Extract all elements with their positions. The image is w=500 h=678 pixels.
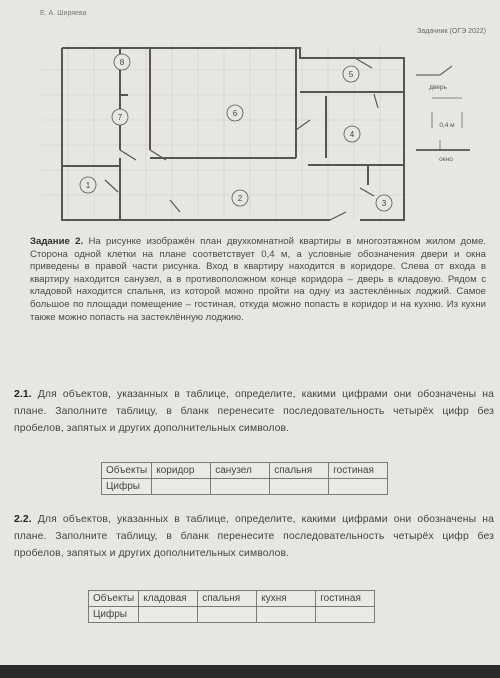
table-header-cell: Объекты bbox=[89, 591, 139, 607]
table-row bbox=[89, 607, 375, 623]
answer-cell[interactable] bbox=[211, 479, 270, 495]
table-row bbox=[102, 479, 388, 495]
table-header-cell: кладовая bbox=[139, 591, 198, 607]
table-row-label: Цифры bbox=[102, 479, 152, 495]
room-number-2: 2 bbox=[237, 194, 243, 203]
table-header-cell: Объекты bbox=[102, 463, 152, 479]
table-row bbox=[89, 591, 375, 607]
question-2-2-number: 2.2. bbox=[14, 514, 32, 525]
table-row bbox=[102, 463, 388, 479]
task-description bbox=[30, 236, 486, 324]
room-number-7: 7 bbox=[117, 113, 123, 122]
room-number-8: 8 bbox=[119, 58, 125, 67]
question-2-1-text: Для объектов, указанных в таблице, определите, какими цифрами они обозначены на плане. Заполните таблицу, в бланк перенесите последовательность четырёх цифр без пробелов, запятых и других дополнительных символов. bbox=[14, 389, 494, 434]
legend-door-label: дверь bbox=[429, 84, 447, 91]
room-number-6: 6 bbox=[232, 109, 238, 118]
answer-cell[interactable] bbox=[152, 479, 211, 495]
table-header-cell: гостиная bbox=[316, 591, 375, 607]
room-number-4: 4 bbox=[349, 130, 355, 139]
room-number-1: 1 bbox=[85, 181, 91, 190]
plan-legend bbox=[416, 66, 470, 150]
table-header-cell: гостиная bbox=[329, 463, 388, 479]
task-title: Задание 2. bbox=[30, 236, 84, 247]
question-2-1-number: 2.1. bbox=[14, 389, 32, 400]
answer-cell[interactable] bbox=[270, 479, 329, 495]
answer-table-2-2 bbox=[88, 590, 375, 623]
question-2-2-text: Для объектов, указанных в таблице, определите, какими цифрами они обозначены на плане. Заполните таблицу, в бланк перенесите последовательность четырёх цифр без пробелов, запятых и других дополнительных символов. bbox=[14, 514, 494, 559]
legend-window-label: окно bbox=[439, 156, 453, 163]
answer-cell[interactable] bbox=[139, 607, 198, 623]
room-number-5: 5 bbox=[348, 70, 354, 79]
answer-cell[interactable] bbox=[329, 479, 388, 495]
table-row-label: Цифры bbox=[89, 607, 139, 623]
floor-plan bbox=[0, 0, 500, 235]
table-header-cell: спальня bbox=[270, 463, 329, 479]
section-header: Задачник (ОГЭ 2022) bbox=[417, 28, 486, 35]
question-2-1 bbox=[14, 386, 494, 437]
author-header: Е. А. Ширяева bbox=[40, 10, 87, 17]
question-2-2 bbox=[14, 511, 494, 562]
table-header-cell: спальня bbox=[198, 591, 257, 607]
legend-scale-label: 0,4 м bbox=[439, 122, 455, 129]
table-header-cell: санузел bbox=[211, 463, 270, 479]
answer-cell[interactable] bbox=[198, 607, 257, 623]
room-number-3: 3 bbox=[381, 199, 387, 208]
answer-table-2-1 bbox=[101, 462, 388, 495]
table-header-cell: кухня bbox=[257, 591, 316, 607]
answer-cell[interactable] bbox=[316, 607, 375, 623]
answer-cell[interactable] bbox=[257, 607, 316, 623]
table-header-cell: коридор bbox=[152, 463, 211, 479]
task-text: На рисунке изображён план двухкомнатной квартиры в многоэтажном жилом доме. Сторона одной клетки на плане соответствует 0,4 м, а условные обозначения двери и окна приведены в правой части рисунка. Вход в квартиру находится в коридоре. Слева от входа в квартиру находится санузел, а в противоположном конце коридора – дверь в кладовую. Рядом с кладовой находится спальня, из которой можно пройти на одну из застеклённых лоджий. Самое большое по площади помещение – гостиная, откуда можно попасть в коридор и на кухню. Из кухни также можно попасть на застеклённую лоджию. bbox=[30, 236, 487, 323]
